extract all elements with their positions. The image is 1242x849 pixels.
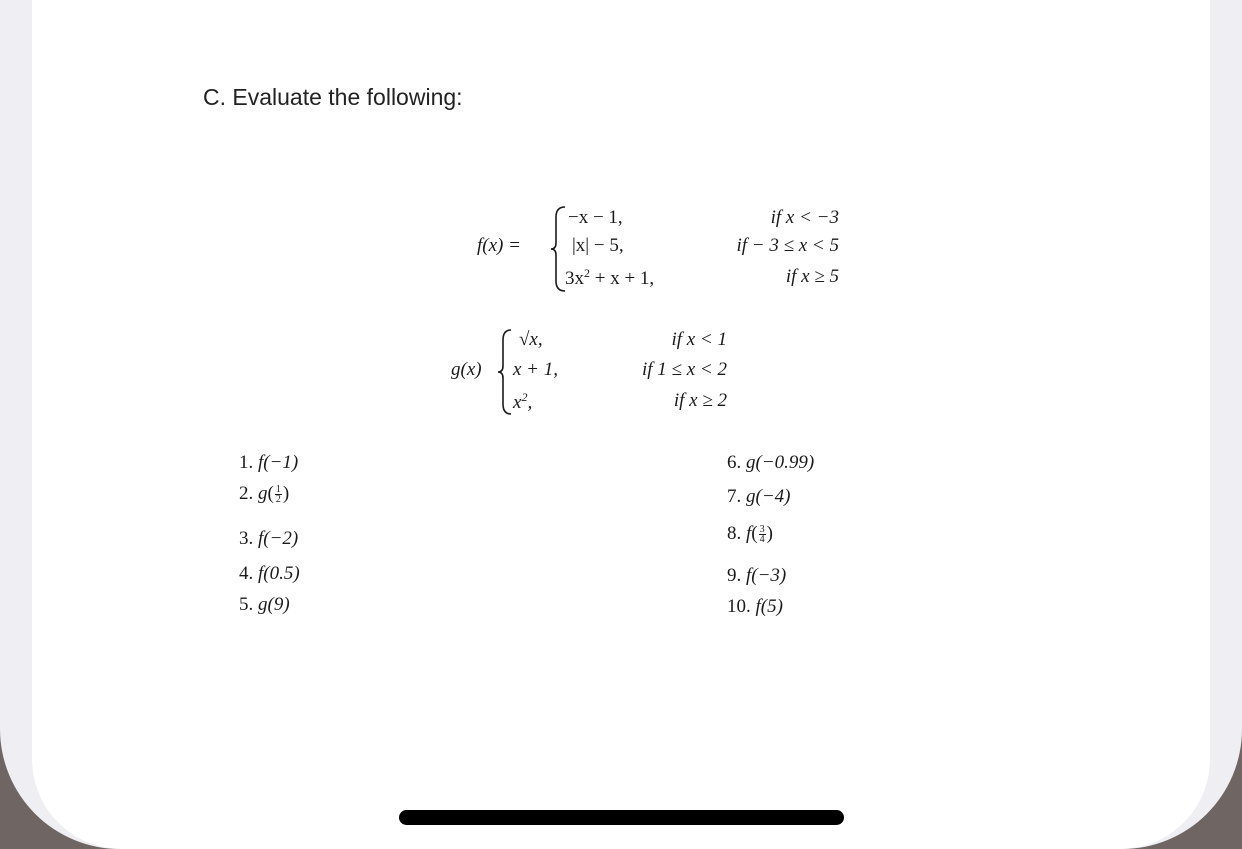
home-indicator-bar[interactable]: [399, 810, 844, 825]
question-8: 8. f( $\frac{3}{4}$ ): [727, 523, 773, 546]
question-1: 1. f(−1): [239, 452, 299, 473]
f-case-3-cond: if x ≥ 5: [785, 266, 839, 287]
g-case-2-expr: x + 1,: [513, 359, 559, 380]
question-10: 10. f(5): [727, 596, 783, 617]
fraction: $\frac{1}{2}$: [275, 484, 281, 506]
question-7: 7. g(−4): [727, 486, 791, 507]
section-heading: C. Evaluate the following:: [203, 84, 463, 110]
f-case-2-expr: |x| − 5,: [572, 235, 624, 256]
fraction: $\frac{3}{4}$: [759, 524, 765, 546]
g-brace: [497, 328, 513, 416]
f-case-1-expr: −x − 1,: [568, 207, 623, 228]
f-case-1-cond: if x < −3: [770, 207, 839, 228]
g-case-3-expr: $x^2$,: [513, 390, 533, 413]
f-name: f(x) =: [477, 235, 521, 256]
g-case-1-expr: √x,: [519, 329, 543, 350]
question-9: 9. f(−3): [727, 565, 787, 586]
question-2: 2. g( $\frac{1}{2}$ ): [239, 483, 290, 506]
f-case-2-cond: if − 3 ≤ x < 5: [736, 235, 839, 256]
f-case-3-expr: $3x^2 + x + 1$,: [565, 266, 655, 289]
g-name: g(x): [451, 359, 482, 380]
question-5: 5. g(9): [239, 594, 290, 615]
question-3: 3. f(−2): [239, 528, 299, 549]
question-4: 4. f(0.5): [239, 563, 300, 584]
question-6: 6. g(−0.99): [727, 452, 815, 473]
g-case-1-cond: if x < 1: [671, 329, 727, 350]
g-case-3-cond: if x ≥ 2: [673, 390, 727, 411]
g-case-2-cond: if 1 ≤ x < 2: [642, 359, 727, 380]
document-page: [32, 0, 1210, 849]
